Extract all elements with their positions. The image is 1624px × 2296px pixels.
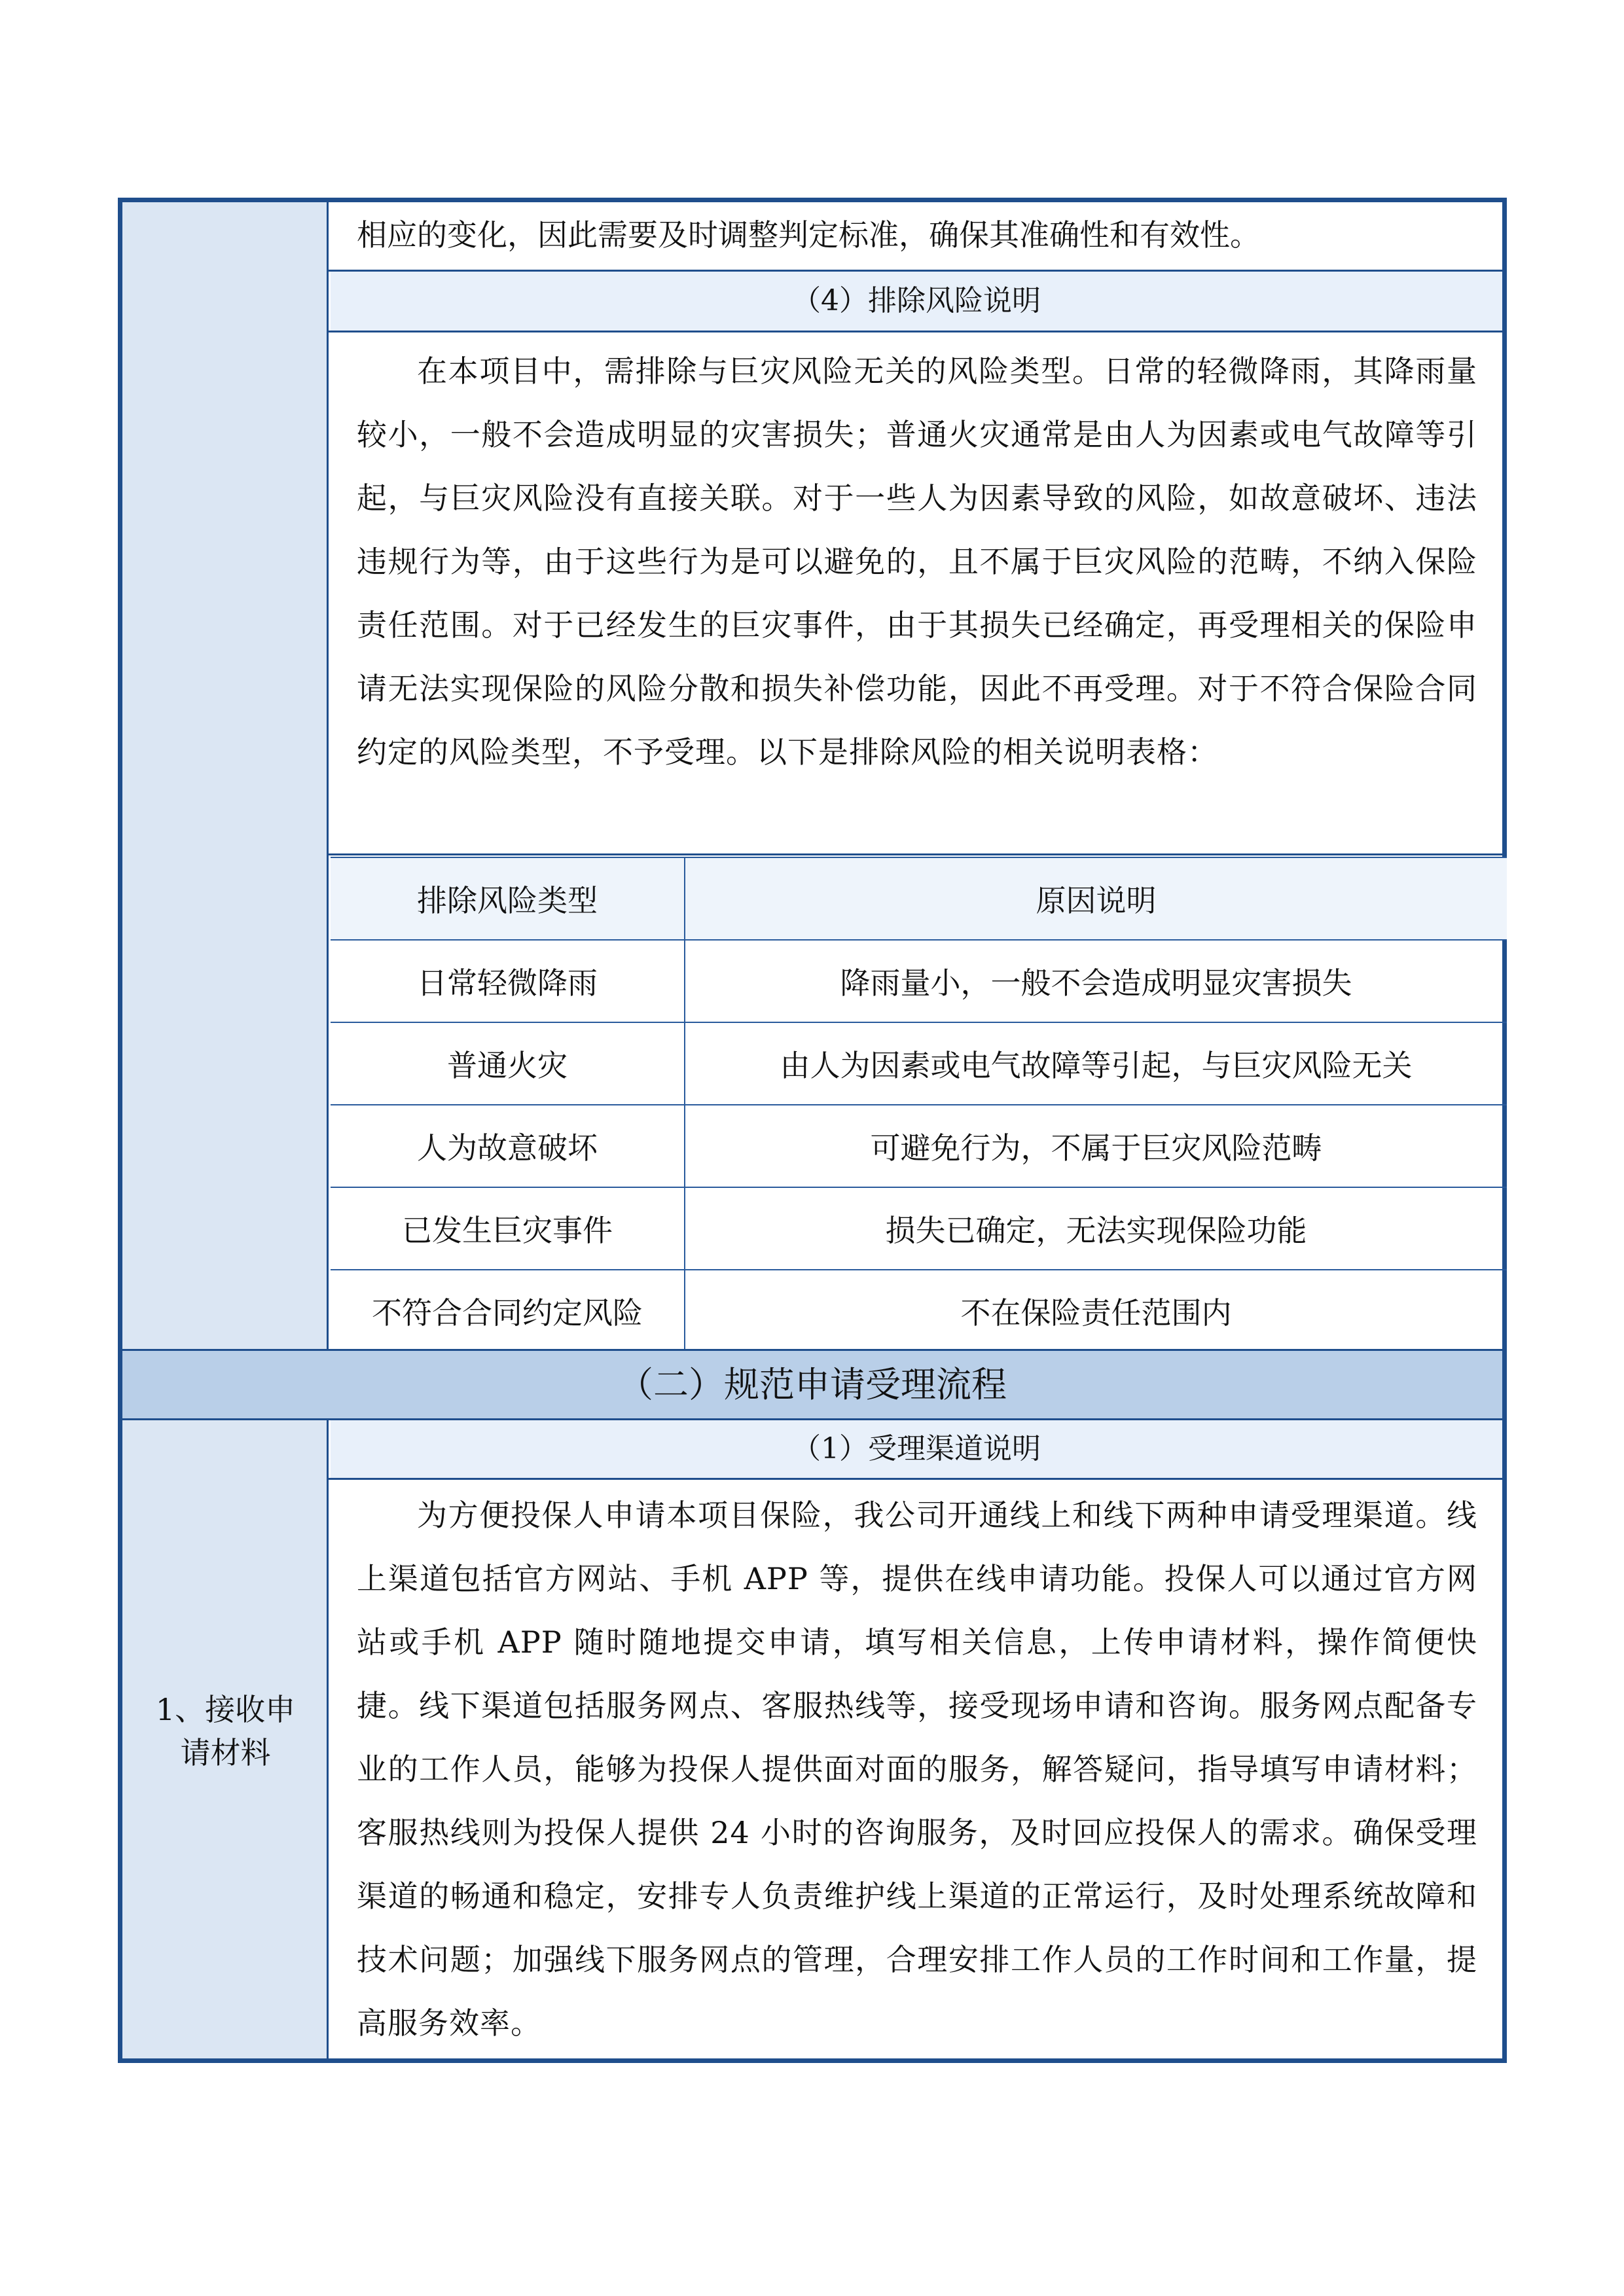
table-row — [331, 1022, 1507, 1105]
continued-text: 相应的变化，因此需要及时调整判定标准，确保其准确性和有效性。 — [357, 217, 1260, 253]
exclusion-paragraph: 在本项目中，需排除与巨灾风险无关的风险类型。日常的轻微降雨，其降雨量较小，一般不会造成明显的灾害损失；普通火灾通常是由人为因素或电气故障等引起，与巨灾风险没有直接关联。对于一些人为因素导致的风险，如故意破坏、违法违规行为等，由于这些行为是可以避免的，且不属于巨灾风险的范畴，不纳入保险责任范围。对于已经发生的巨灾事件，由于其损失已经确定，再受理相关的保险申请无法实现保险的风险分散和损失补偿功能，因此不再受理。对于不符合保险合同约定的风险类型，不予受理。以下是排除风险的相关说明表格： — [357, 353, 1477, 770]
table-row — [331, 1105, 1507, 1187]
table-cell: 不在保险责任范围内 — [685, 1270, 1507, 1352]
table-cell: 人为故意破坏 — [331, 1105, 685, 1187]
section-heading: （二）规范申请受理流程 — [122, 1351, 1502, 1418]
exclusion-risk-table — [331, 857, 1507, 1352]
table-row — [331, 1270, 1507, 1352]
table-cell: 降雨量小，一般不会造成明显灾害损失 — [685, 940, 1507, 1022]
table-cell: 损失已确定，无法实现保险功能 — [685, 1187, 1507, 1270]
table-header-cell: 原因说明 — [685, 857, 1507, 940]
table-cell: 普通火灾 — [331, 1022, 685, 1105]
table-cell: 由人为因素或电气故障等引起，与巨灾风险无关 — [685, 1022, 1507, 1105]
document-table-frame — [118, 198, 1507, 2063]
left-column-top — [122, 202, 329, 1349]
subsection-heading: （4）排除风险说明 — [331, 272, 1502, 331]
table-cell: 可避免行为，不属于巨灾风险范畴 — [685, 1105, 1507, 1187]
table-cell: 已发生巨灾事件 — [331, 1187, 685, 1270]
table-header-row — [331, 857, 1507, 940]
table-cell: 日常轻微降雨 — [331, 940, 685, 1022]
table-cell: 不符合合同约定风险 — [331, 1270, 685, 1352]
subsection-heading: （1）受理渠道说明 — [331, 1420, 1502, 1478]
table-row — [331, 1187, 1507, 1270]
row-divider — [329, 1478, 1502, 1480]
channel-paragraph: 为方便投保人申请本项目保险，我公司开通线上和线下两种申请受理渠道。线上渠道包括官方网站、手机 APP 等，提供在线申请功能。投保人可以通过官方网站或手机 APP 随时随地提交申请，填写相关信息，上传申请材料，操作简便快捷。线下渠道包括服务网点、客服热线等，接受现场申请和咨询。服务网点配备专业的工作人员，能够为投保人提供面对面的服务，解答疑问，指导填写申请材料；客服热线则为投保人提供 24 小时的咨询服务，及时回应投保人的需求。确保受理渠道的畅通和稳定，安排专人负责维护线上渠道的正常运行，及时处理系统故障和技术问题；加强线下服务网点的管理，合理安排工作人员的工作时间和工作量，提高服务效率。 — [357, 1498, 1477, 2041]
row-divider — [329, 331, 1502, 332]
step-label: 1、接收申请材料 — [155, 1692, 296, 1770]
table-header-cell: 排除风险类型 — [331, 857, 685, 940]
row-divider — [329, 853, 1502, 855]
table-row — [331, 940, 1507, 1022]
